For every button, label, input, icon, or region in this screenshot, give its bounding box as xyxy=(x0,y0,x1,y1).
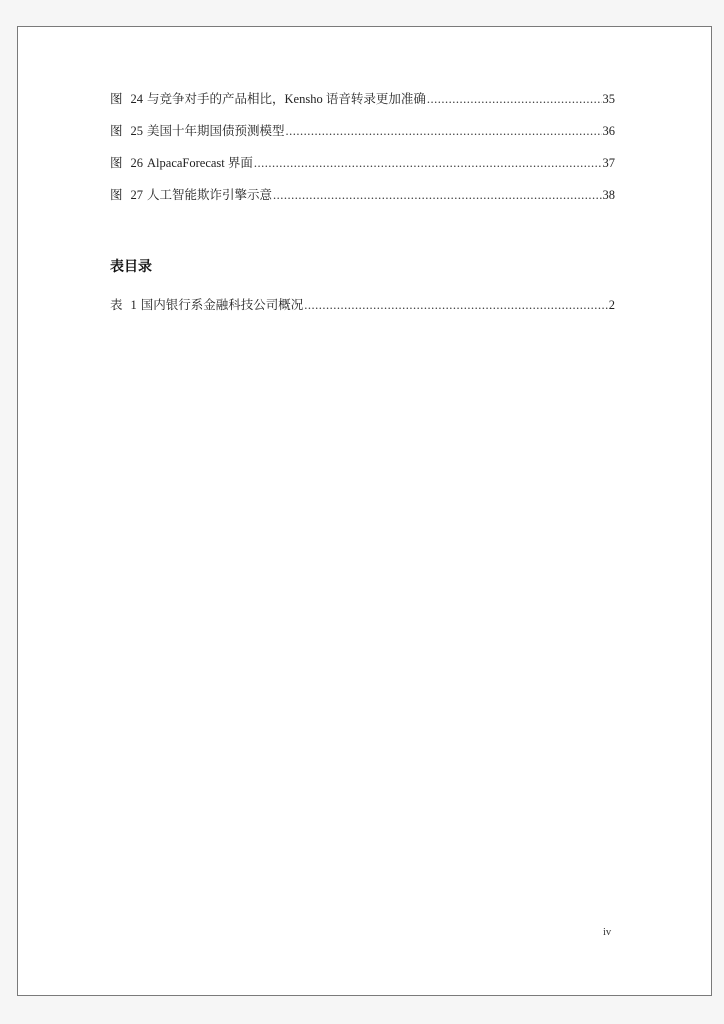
toc-leader-dots xyxy=(304,297,607,313)
table-toc-entry[interactable] xyxy=(110,297,615,313)
toc-entry-page: 38 xyxy=(602,188,615,202)
document-page xyxy=(17,26,712,996)
toc-leader-dots xyxy=(273,187,601,203)
toc-entry-number: 25 xyxy=(130,124,144,138)
toc-entry-page: 37 xyxy=(602,156,615,170)
toc-entry-title: AlpacaForecast 界面 xyxy=(147,156,253,170)
toc-leader-dots xyxy=(254,155,602,171)
toc-entry-prefix: 图 xyxy=(110,156,123,170)
tables-list-heading: 表目录 xyxy=(110,259,152,275)
toc-entry-title: 与竞争对手的产品相比，Kensho 语音转录更加准确 xyxy=(147,92,426,106)
toc-entry-prefix: 表 xyxy=(110,298,123,312)
toc-entry-prefix: 图 xyxy=(110,124,123,138)
figure-toc-entry[interactable] xyxy=(110,123,615,139)
toc-entry-page: 36 xyxy=(602,124,615,138)
figure-toc-entry[interactable] xyxy=(110,91,615,107)
toc-entry-prefix: 图 xyxy=(110,92,123,106)
toc-entry-number: 26 xyxy=(130,156,144,170)
toc-entry-page: 2 xyxy=(608,298,615,312)
toc-entry-number: 24 xyxy=(130,92,144,106)
toc-entry-title: 国内银行系金融科技公司概况 xyxy=(140,298,304,312)
toc-entry-number: 27 xyxy=(130,188,144,202)
toc-entry-title: 人工智能欺诈引擎示意 xyxy=(147,188,273,202)
toc-entry-title: 美国十年期国债预测模型 xyxy=(147,124,285,138)
toc-entry-prefix: 图 xyxy=(110,188,123,202)
toc-entry-page: 35 xyxy=(602,92,615,106)
figure-toc-entry[interactable] xyxy=(110,155,615,171)
toc-leader-dots xyxy=(427,91,602,107)
toc-entry-number: 1 xyxy=(130,298,137,312)
figure-toc-entry[interactable] xyxy=(110,187,615,203)
toc-leader-dots xyxy=(286,123,602,139)
page-number: iv xyxy=(603,927,612,938)
